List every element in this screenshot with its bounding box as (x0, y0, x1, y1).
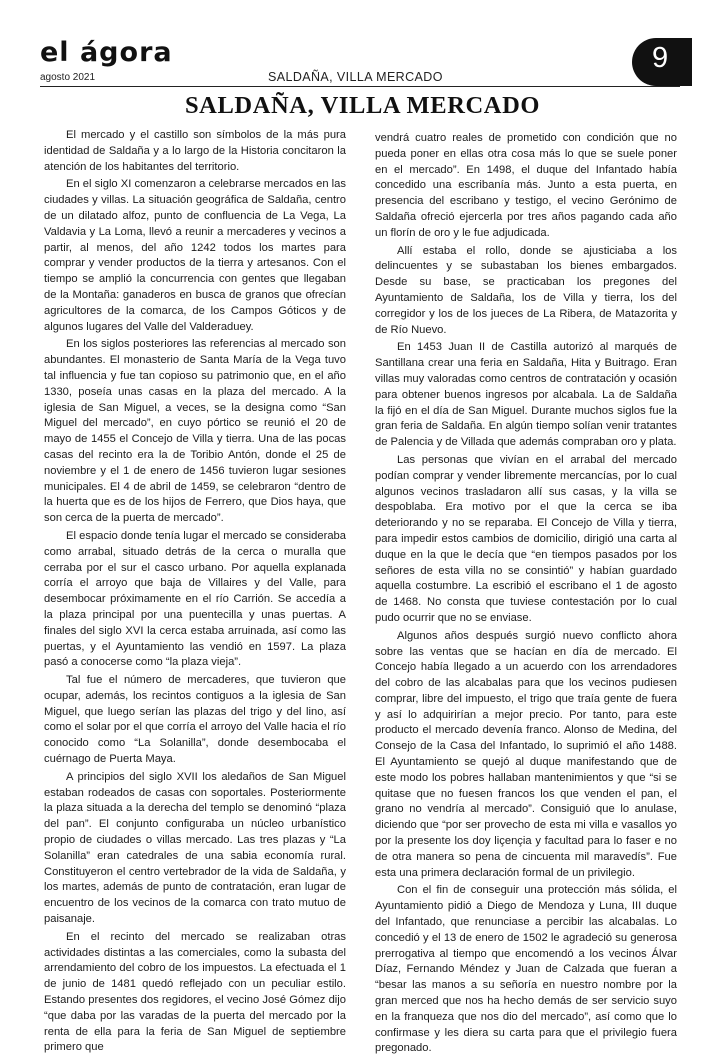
paragraph: El mercado y el castillo son símbolos de la más pura identidad de Saldaña y a lo largo de la Historia concitaron la atención de los habitantes del territorio. (44, 129, 346, 173)
header-rule (40, 86, 680, 87)
issue-date: agosto 2021 (40, 72, 96, 83)
paragraph: En el recinto del mercado se realizaban otras actividades distintas a las comerciales, como la subasta del arrendamiento del cobro de los impuestos. La efectuada el 1 de junio de 1481 quedó reflejado con un peculiar estilo. Estando presentes dos regidores, el vecino José Gómez dijo “que daba por las varadas de la puerta del mercado por la renta de ella para la feria de San Miguel de septiembre primero que (44, 930, 346, 1054)
masthead-logo-lettering (40, 34, 173, 70)
paragraph: Las personas que vivían en el arrabal del mercado podían comprar y vender libremente mercancías, por lo cual algunos vecinos trasladaron allí sus casas, y la villa se despoblaba. Era motivo por el que la cerca se iba deteriorando y no se reparaba. El Concejo de Villa y tierra, para impedir estos cambios de domicilio, dirigió una carta al duque en la que le decía que “en tiempos pasados por los señores de esta villa no se consintió” y habían guardado aquella costumbre. La escribió el escribano el 1 de agosto de 1468. No consta que tuviese contestación por lo cual pudo ocurrir que no se enviase. (375, 453, 677, 624)
paragraph: En los siglos posteriores las referencias al mercado son abundantes. El monasterio de Santa María de la Vega tuvo tal influencia y fue tan copioso su patrimonio que, en el año 1330, poseía unas casas en la plaza del mercado. A la iglesia de San Miguel, a veces, se la designa como “San Miguel del mercado”, en cuyo pórtico se reunió el 20 de mayo de 1455 el Concejo de Villa y tierra. Una de las pocas casas del recinto era la de Toribio Antón, donde el 25 de noviembre y el 1 de enero de 1456 tuvieron lugar sesiones municipales. El 4 de abril de 1459, se celebraron “dentro de la huerta que es de los hijos de Ferrero, que Dios haya, que son cerca de la puerta de mercado”. (44, 338, 346, 525)
article-left-column (44, 128, 346, 1058)
paragraph: Allí estaba el rollo, donde se ajusticiaba a los delincuentes y se subastaban los bienes embargados. Desde su base, se practicaban los pregones del Ayuntamiento de Saldaña, los de Villa y tierra, los del corregidor y los de los jueces de La Ribera, de Matazorita y de Río Nuevo. (375, 244, 677, 336)
paragraph: Con el fin de conseguir una protección más sólida, el Ayuntamiento pidió a Diego de Mendoza y Luna, III duque del Infantado, que renunciase a percibir las alcabalas. Lo concedió y el 13 de enero de 1502 le agradeció su generosa prerrogativa al tiempo que encomendó a los vecinos Álvar Díaz, Fernando Méndez y Juan de Calzada que fueran a “besar las manos a su señoría en nuestro nombre por la gran merced que nos ha hecho demás de ser servicio suyo en la franqueza que nos dio del mercado”, así como que lo confirmase y les diera su carta para que el privilegio fuera pregonado. (375, 884, 677, 1055)
paragraph: A principios del siglo XVII los aledaños de San Miguel estaban rodeados de casas con soportales. Posteriormente la plaza situada a la derecha del templo se denominó “plaza del pan”. El conjunto configuraba un núcleo urbanístico propio de ciudades o villas mercado. Las tres plazas y “La Solanilla” eran catedrales de una sabia economía rural. Constituyeron el centro vertebrador de la vida de Saldaña, y los martes, además de punto de contratación, eran lugar de encuentro de los vecinos de la comarca con trato mutuo de paisanaje. (44, 770, 346, 926)
paragraph-continued: vendrá cuatro reales de prometido con condición que no pueda poner en ellas otra cosa más lo que se suele poner en el mercado”. En 1498, el duque del Infantado había concedido una escribanía más. Junto a esta puerta, en presencia del escribano y testigo, el vecino Gerónimo de Saldaña ofreció ejercerla por tres años pagando cada año un florín de oro y le fue adjudicada. (375, 132, 677, 239)
paragraph: Tal fue el número de mercaderes, que tuvieron que ocupar, además, los recintos contiguos a la iglesia de San Miguel, que luego serían las plazas del trigo y del lino, así como el solar por el que corría el arroyo del Valle hacia el río conocido como “La Solanilla”, donde desembocaba el cuérnago de Puerta Maya. (44, 674, 346, 766)
paragraph: En 1453 Juan II de Castilla autorizó al marqués de Santillana crear una feria en Saldaña, Hita y Buitrago. Eran villas muy valoradas como centros de contratación y ocasión para obtener buenos ingresos por alcabala. La de Saldaña la fijó en el día de San Miguel. Durante muchos siglos fue la gran feria de Saldaña. En algún tiempo solían venir tratantes de Palencia y de Villada que además compraban oro y plata. (375, 341, 677, 449)
paragraph: Algunos años después surgió nuevo conflicto ahora sobre las ventas que se hacían en día de mercado. El Concejo había llegado a un acuerdo con los arrendadores del cobro de las alcabalas para que los vecinos pudiesen comprar, libre del impuesto, el trigo que traía gente de fuera y así lo adquirirían a mejor precio. Por tanto, para este producto el mercado devenía franco. Alonso de Medina, del Consejo de la Casa del Infantado, lo suprimió el año 1488. El Ayuntamiento se quejó al duque manifestando que de este modo los pobres hallaban mantenimientos y que “si se quitase que no fuesen francos los que venden el pan, el grano no vendría al mercado”. Consiguió que lo anulase, diciendo que “por ser provecho de esta mi villa e vasallos yo por la presente los doy liçençia y facultad para lo faser e no de otra manera so pena de cincuenta mil maravedís”. Fue esta una primera declaración formal de un privilegio. (375, 629, 677, 879)
paragraph: El espacio donde tenía lugar el mercado se consideraba como arrabal, situado detrás de la cerca o muralla que cerraba por el sur el casco urbano. Por aquella explanada corría el arroyo que baja de Villaires y del Valle, para desembocar próximamente en el río Carrión. Se accedía a la plaza principal por una puentecilla y unas puertas. A finales del siglo XVI la cerca estaba arruinada, así como las puertas, y el Ayuntamiento las vendió en 1597. La plaza pasó a conocerse como “la plaza vieja”. (44, 529, 346, 669)
masthead-logo (40, 34, 173, 70)
article-right-column (375, 131, 677, 1059)
masthead-text: el ágora (40, 37, 173, 68)
article-title: SALDAÑA, VILLA MERCADO (184, 92, 541, 119)
paragraph: En el siglo XI comenzaron a celebrarse mercados en las ciudades y villas. La situación geográfica de Saldaña, centro de un dilatado alfoz, punto de confluencia de La Vega, La Valdavia y La Loma, llevó a reunir a mercaderes y vecinos a partir, al menos, del año 1242 todos los martes para comprar y vender productos de la tierra y artesanos. Con el tiempo se amplió la concurrencia con gentes que llegaban de la Montaña: ganaderos en busca de granos que ofrecían agricultores de la comarca, de los Campos Góticos y de algunos lugares del Valle del Valderaduey. (44, 178, 346, 333)
page-number: 9 (652, 42, 669, 74)
running-head: SALDAÑA, VILLA MERCADO (268, 70, 443, 84)
